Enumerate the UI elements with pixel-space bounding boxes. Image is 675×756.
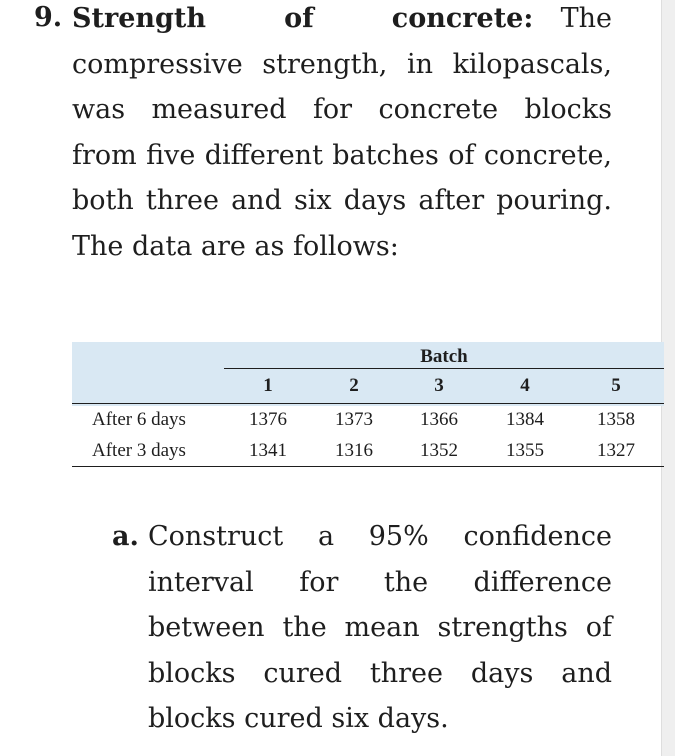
subproblem-letter: a.	[112, 521, 139, 552]
problem-body: The compressive strength, in kilopascals, was measured for concrete blocks from five different batches of concrete, both three and six days after pouring. The data are as follows:	[72, 3, 612, 262]
table-cell: 1352	[396, 435, 482, 467]
batch-col-header: 3	[396, 369, 482, 404]
table-cell: 1355	[482, 435, 568, 467]
table-cell: 1366	[420, 408, 458, 430]
subproblem-text: Construct a 95% confidence interval for the difference between the mean strengths of blocks cured three days and blocks cured six days.	[148, 521, 612, 734]
problem-title: Strength of concrete:	[72, 3, 534, 34]
table-row	[72, 435, 664, 467]
table-row	[72, 404, 664, 436]
batch-group-row	[72, 342, 664, 369]
batch-col-header: 4	[482, 369, 568, 404]
row-label: After 3 days	[72, 435, 224, 467]
empty-corner-2	[72, 369, 224, 404]
problem-statement	[72, 0, 612, 269]
problem-9	[34, 0, 612, 269]
table-cell: 1384	[506, 408, 544, 430]
row-label: After 6 days	[92, 408, 186, 430]
batch-col-header: 5	[568, 369, 664, 404]
strength-table	[72, 342, 664, 467]
data-table-container	[72, 342, 664, 467]
table-cell: 1376	[249, 408, 287, 430]
table-cell: 1358	[597, 408, 635, 430]
table-cell: 1327	[568, 435, 664, 467]
table-cell: 1373	[335, 408, 373, 430]
batch-number-row	[72, 369, 664, 404]
subproblem-a	[112, 514, 612, 742]
table-cell: 1316	[312, 435, 396, 467]
problem-number: 9.	[34, 2, 63, 33]
empty-corner	[72, 342, 224, 369]
batch-col-header: 1	[224, 369, 312, 404]
batch-header: Batch	[224, 342, 664, 369]
batch-col-header: 2	[312, 369, 396, 404]
table-cell: 1341	[224, 435, 312, 467]
